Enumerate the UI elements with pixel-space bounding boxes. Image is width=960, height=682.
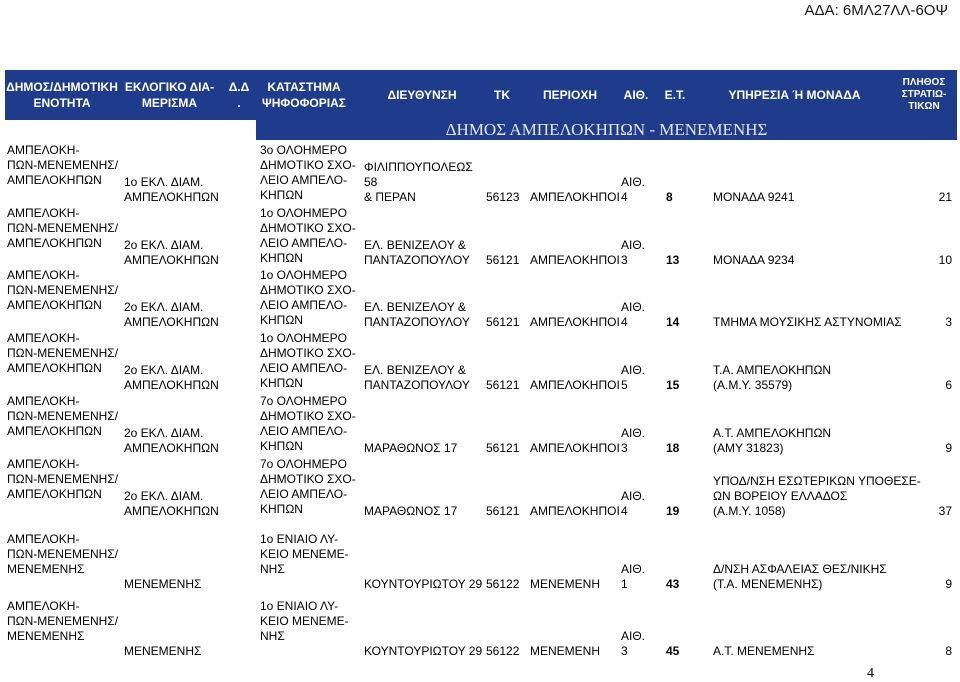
cell-katastima: 1ο ΕΝΙΑΙΟ ΛΥ- ΚΕΙΟ ΜΕΝΕΜΕ- ΝΗΣ (260, 532, 349, 576)
cell-ypiresia: Δ/ΝΣΗ ΑΣΦΑΛΕΙΑΣ ΘΕΣ/ΝΙΚΗΣ (Τ.Α. ΜΕΝΕΜΕΝΗΣ) (713, 562, 887, 591)
cell-tk: 56121 (486, 441, 520, 455)
cell-plithos: 9 (945, 441, 952, 455)
cell-et: 18 (666, 441, 680, 455)
header-dieuthynsi: ΔΙΕΥΘΥΝΣΗ (387, 88, 457, 102)
cell-diamerisma: 2ο ΕΚΛ. ΔΙΑΜ. ΑΜΠΕΛΟΚΗΠΩΝ (124, 426, 219, 455)
cell-diamerisma: 2ο ΕΚΛ. ΔΙΑΜ. ΑΜΠΕΛΟΚΗΠΩΝ (124, 238, 219, 267)
cell-katastima: 7ο ΟΛΟΗΜΕΡΟ ΔΗΜΟΤΙΚΟ ΣΧΟ- ΛΕΙΟ ΑΜΠΕΛΟ- ΚΗΠΩΝ (260, 394, 356, 453)
cell-tk: 56121 (486, 253, 520, 267)
cell-perioxi: ΑΜΠΕΛΟΚΗΠΟΙ (530, 315, 620, 329)
cell-dieuthynsi: ΚΟΥΝΤΟΥΡΙΩΤΟΥ 29 (364, 577, 483, 591)
cell-dieuthynsi: ΜΑΡΑΘΩΝΟΣ 17 (364, 504, 458, 518)
cell-et: 15 (666, 378, 680, 392)
cell-aith: ΑΙΘ. 3 (621, 426, 646, 455)
cell-perioxi: ΑΜΠΕΛΟΚΗΠΟΙ (530, 504, 620, 518)
cell-dimos: ΑΜΠΕΛΟΚΗ- ΠΩΝ-ΜΕΝΕΜΕΝΗΣ/ ΜΕΝΕΜΕΝΗΣ (7, 532, 119, 576)
cell-perioxi: ΜΕΝΕΜΕΝΗ (530, 577, 601, 591)
header-ypiresia: ΥΠΗΡΕΣΙΑ Ή ΜΟΝΑΔΑ (728, 88, 861, 102)
cell-diamerisma: 2ο ΕΚΛ. ΔΙΑΜ. ΑΜΠΕΛΟΚΗΠΩΝ (124, 489, 219, 518)
cell-et: 43 (666, 577, 680, 591)
cell-dimos: ΑΜΠΕΛΟΚΗ- ΠΩΝ-ΜΕΝΕΜΕΝΗΣ/ ΑΜΠΕΛΟΚΗΠΩΝ (7, 331, 119, 375)
cell-diamerisma: ΜΕΝΕΜΕΝΗΣ (124, 577, 202, 591)
header-perioxi: ΠΕΡΙΟΧΗ (542, 88, 597, 102)
cell-tk: 56122 (486, 577, 520, 591)
section-title: ΔΗΜΟΣ ΑΜΠΕΛΟΚΗΠΩΝ - ΜΕΝΕΜΕΝΗΣ (256, 120, 957, 140)
cell-plithos: 9 (945, 577, 952, 591)
cell-perioxi: ΜΕΝΕΜΕΝΗ (530, 644, 601, 658)
cell-diamerisma: 1ο ΕΚΛ. ΔΙΑΜ. ΑΜΠΕΛΟΚΗΠΩΝ (124, 175, 219, 204)
cell-tk: 56121 (486, 504, 520, 518)
cell-katastima: 1ο ΟΛΟΗΜΕΡΟ ΔΗΜΟΤΙΚΟ ΣΧΟ- ΛΕΙΟ ΑΜΠΕΛΟ- ΚΗΠΩΝ (260, 331, 356, 390)
cell-ypiresia: Τ.Α. ΑΜΠΕΛΟΚΗΠΩΝ (Α.Μ.Υ. 35579) (713, 363, 832, 392)
header-katastima: ΚΑΤΑΣΤΗΜΑ ΨΗΦΟΦΟΡΙΑΣ (262, 80, 346, 110)
cell-tk: 56121 (486, 378, 520, 392)
cell-dieuthynsi: ΕΛ. ΒΕΝΙΖΕΛΟΥ & ΠΑΝΤΑΖΟΠΟΥΛΟΥ (364, 300, 470, 329)
cell-aith: ΑΙΘ. 4 (621, 300, 646, 329)
cell-katastima: 1ο ΟΛΟΗΜΕΡΟ ΔΗΜΟΤΙΚΟ ΣΧΟ- ΛΕΙΟ ΑΜΠΕΛΟ- ΚΗΠΩΝ (260, 206, 356, 265)
cell-dimos: ΑΜΠΕΛΟΚΗ- ΠΩΝ-ΜΕΝΕΜΕΝΗΣ/ ΑΜΠΕΛΟΚΗΠΩΝ (7, 394, 119, 438)
header-tk: ΤΚ (494, 88, 510, 102)
cell-aith: ΑΙΘ. 4 (621, 489, 646, 518)
cell-ypiresia: ΥΠΟΔ/ΝΣΗ ΕΣΩΤΕΡΙΚΩΝ ΥΠΟΘΕΣΕ- ΩΝ ΒΟΡΕΙΟΥ ΕΛΛΑΔΟΣ (Α.Μ.Υ. 1058) (713, 474, 921, 518)
header-aith: ΑΙΘ. (623, 88, 649, 102)
cell-et: 13 (666, 253, 680, 267)
cell-et: 45 (666, 644, 680, 658)
cell-aith: ΑΙΘ. 4 (621, 175, 646, 204)
cell-dimos: ΑΜΠΕΛΟΚΗ- ΠΩΝ-ΜΕΝΕΜΕΝΗΣ/ ΑΜΠΕΛΟΚΗΠΩΝ (7, 206, 119, 250)
cell-et: 14 (666, 315, 680, 329)
cell-diamerisma: 2ο ΕΚΛ. ΔΙΑΜ. ΑΜΠΕΛΟΚΗΠΩΝ (124, 300, 219, 329)
cell-katastima: 1ο ΕΝΙΑΙΟ ΛΥ- ΚΕΙΟ ΜΕΝΕΜΕ- ΝΗΣ (260, 599, 349, 643)
cell-katastima: 3ο ΟΛΟΗΜΕΡΟ ΔΗΜΟΤΙΚΟ ΣΧΟ- ΛΕΙΟ ΑΜΠΕΛΟ- ΚΗΠΩΝ (260, 143, 356, 202)
document-id: ΑΔΑ: 6ΜΛ27ΛΛ-6ΟΨ (804, 2, 948, 19)
cell-aith: ΑΙΘ. 1 (621, 562, 646, 591)
cell-dieuthynsi: ΜΑΡΑΘΩΝΟΣ 17 (364, 441, 458, 455)
cell-ypiresia: ΜΟΝΑΔΑ 9241 (713, 190, 795, 204)
cell-aith: ΑΙΘ. 5 (621, 363, 646, 392)
cell-dieuthynsi: ΚΟΥΝΤΟΥΡΙΩΤΟΥ 29 (364, 644, 483, 658)
cell-dimos: ΑΜΠΕΛΟΚΗ- ΠΩΝ-ΜΕΝΕΜΕΝΗΣ/ ΑΜΠΕΛΟΚΗΠΩΝ (7, 268, 119, 312)
cell-diamerisma: 2ο ΕΚΛ. ΔΙΑΜ. ΑΜΠΕΛΟΚΗΠΩΝ (124, 363, 219, 392)
cell-tk: 56123 (486, 190, 520, 204)
header-dd: Δ.Δ . (228, 80, 250, 110)
cell-plithos: 37 (938, 504, 952, 518)
cell-tk: 56122 (486, 644, 520, 658)
header-et: Ε.Τ. (664, 88, 686, 102)
page-number: 4 (867, 666, 874, 681)
cell-dimos: ΑΜΠΕΛΟΚΗ- ΠΩΝ-ΜΕΝΕΜΕΝΗΣ/ ΜΕΝΕΜΕΝΗΣ (7, 599, 119, 643)
cell-plithos: 10 (938, 253, 952, 267)
cell-plithos: 3 (945, 315, 952, 329)
header-plithos: ΠΛΗΘΟΣ ΣΤΡΑΤΙΩ- ΤΙΚΩΝ (901, 77, 947, 112)
cell-dieuthynsi: ΦΙΛΙΠΠΟΥΠΟΛΕΩΣ 58 & ΠΕΡΑΝ (364, 160, 473, 204)
cell-dimos: ΑΜΠΕΛΟΚΗ- ΠΩΝ-ΜΕΝΕΜΕΝΗΣ/ ΑΜΠΕΛΟΚΗΠΩΝ (7, 457, 119, 501)
cell-ypiresia: Α.Τ. ΑΜΠΕΛΟΚΗΠΩΝ (ΑΜΥ 31823) (713, 426, 832, 455)
cell-plithos: 21 (938, 190, 952, 204)
header-dimos: ΔΗΜΟΣ/ΔΗΜΟΤΙΚΗ ΕΝΟΤΗΤΑ (6, 80, 118, 110)
cell-dimos: ΑΜΠΕΛΟΚΗ- ΠΩΝ-ΜΕΝΕΜΕΝΗΣ/ ΑΜΠΕΛΟΚΗΠΩΝ (7, 143, 119, 187)
cell-ypiresia: ΤΜΗΜΑ ΜΟΥΣΙΚΗΣ ΑΣΤΥΝΟΜΙΑΣ (713, 315, 902, 329)
cell-perioxi: ΑΜΠΕΛΟΚΗΠΟΙ (530, 441, 620, 455)
cell-plithos: 6 (945, 378, 952, 392)
cell-diamerisma: ΜΕΝΕΜΕΝΗΣ (124, 644, 202, 658)
cell-perioxi: ΑΜΠΕΛΟΚΗΠΟΙ (530, 253, 620, 267)
cell-perioxi: ΑΜΠΕΛΟΚΗΠΟΙ (530, 378, 620, 392)
header-diamerisma: ΕΚΛΟΓΙΚΟ ΔΙΑ- ΜΕΡΙΣΜΑ (124, 80, 215, 110)
cell-tk: 56121 (486, 315, 520, 329)
cell-aith: ΑΙΘ. 3 (621, 238, 646, 267)
cell-katastima: 1ο ΟΛΟΗΜΕΡΟ ΔΗΜΟΤΙΚΟ ΣΧΟ- ΛΕΙΟ ΑΜΠΕΛΟ- ΚΗΠΩΝ (260, 268, 356, 327)
cell-et: 19 (666, 504, 680, 518)
cell-ypiresia: ΜΟΝΑΔΑ 9234 (713, 253, 795, 267)
cell-plithos: 8 (945, 644, 952, 658)
cell-dieuthynsi: ΕΛ. ΒΕΝΙΖΕΛΟΥ & ΠΑΝΤΑΖΟΠΟΥΛΟΥ (364, 238, 470, 267)
cell-ypiresia: Α.Τ. ΜΕΝΕΜΕΝΗΣ (713, 644, 815, 658)
cell-et: 8 (666, 190, 673, 204)
cell-aith: ΑΙΘ. 3 (621, 629, 646, 658)
cell-dieuthynsi: ΕΛ. ΒΕΝΙΖΕΛΟΥ & ΠΑΝΤΑΖΟΠΟΥΛΟΥ (364, 363, 470, 392)
cell-perioxi: ΑΜΠΕΛΟΚΗΠΟΙ (530, 190, 620, 204)
cell-katastima: 7ο ΟΛΟΗΜΕΡΟ ΔΗΜΟΤΙΚΟ ΣΧΟ- ΛΕΙΟ ΑΜΠΕΛΟ- ΚΗΠΩΝ (260, 457, 356, 516)
